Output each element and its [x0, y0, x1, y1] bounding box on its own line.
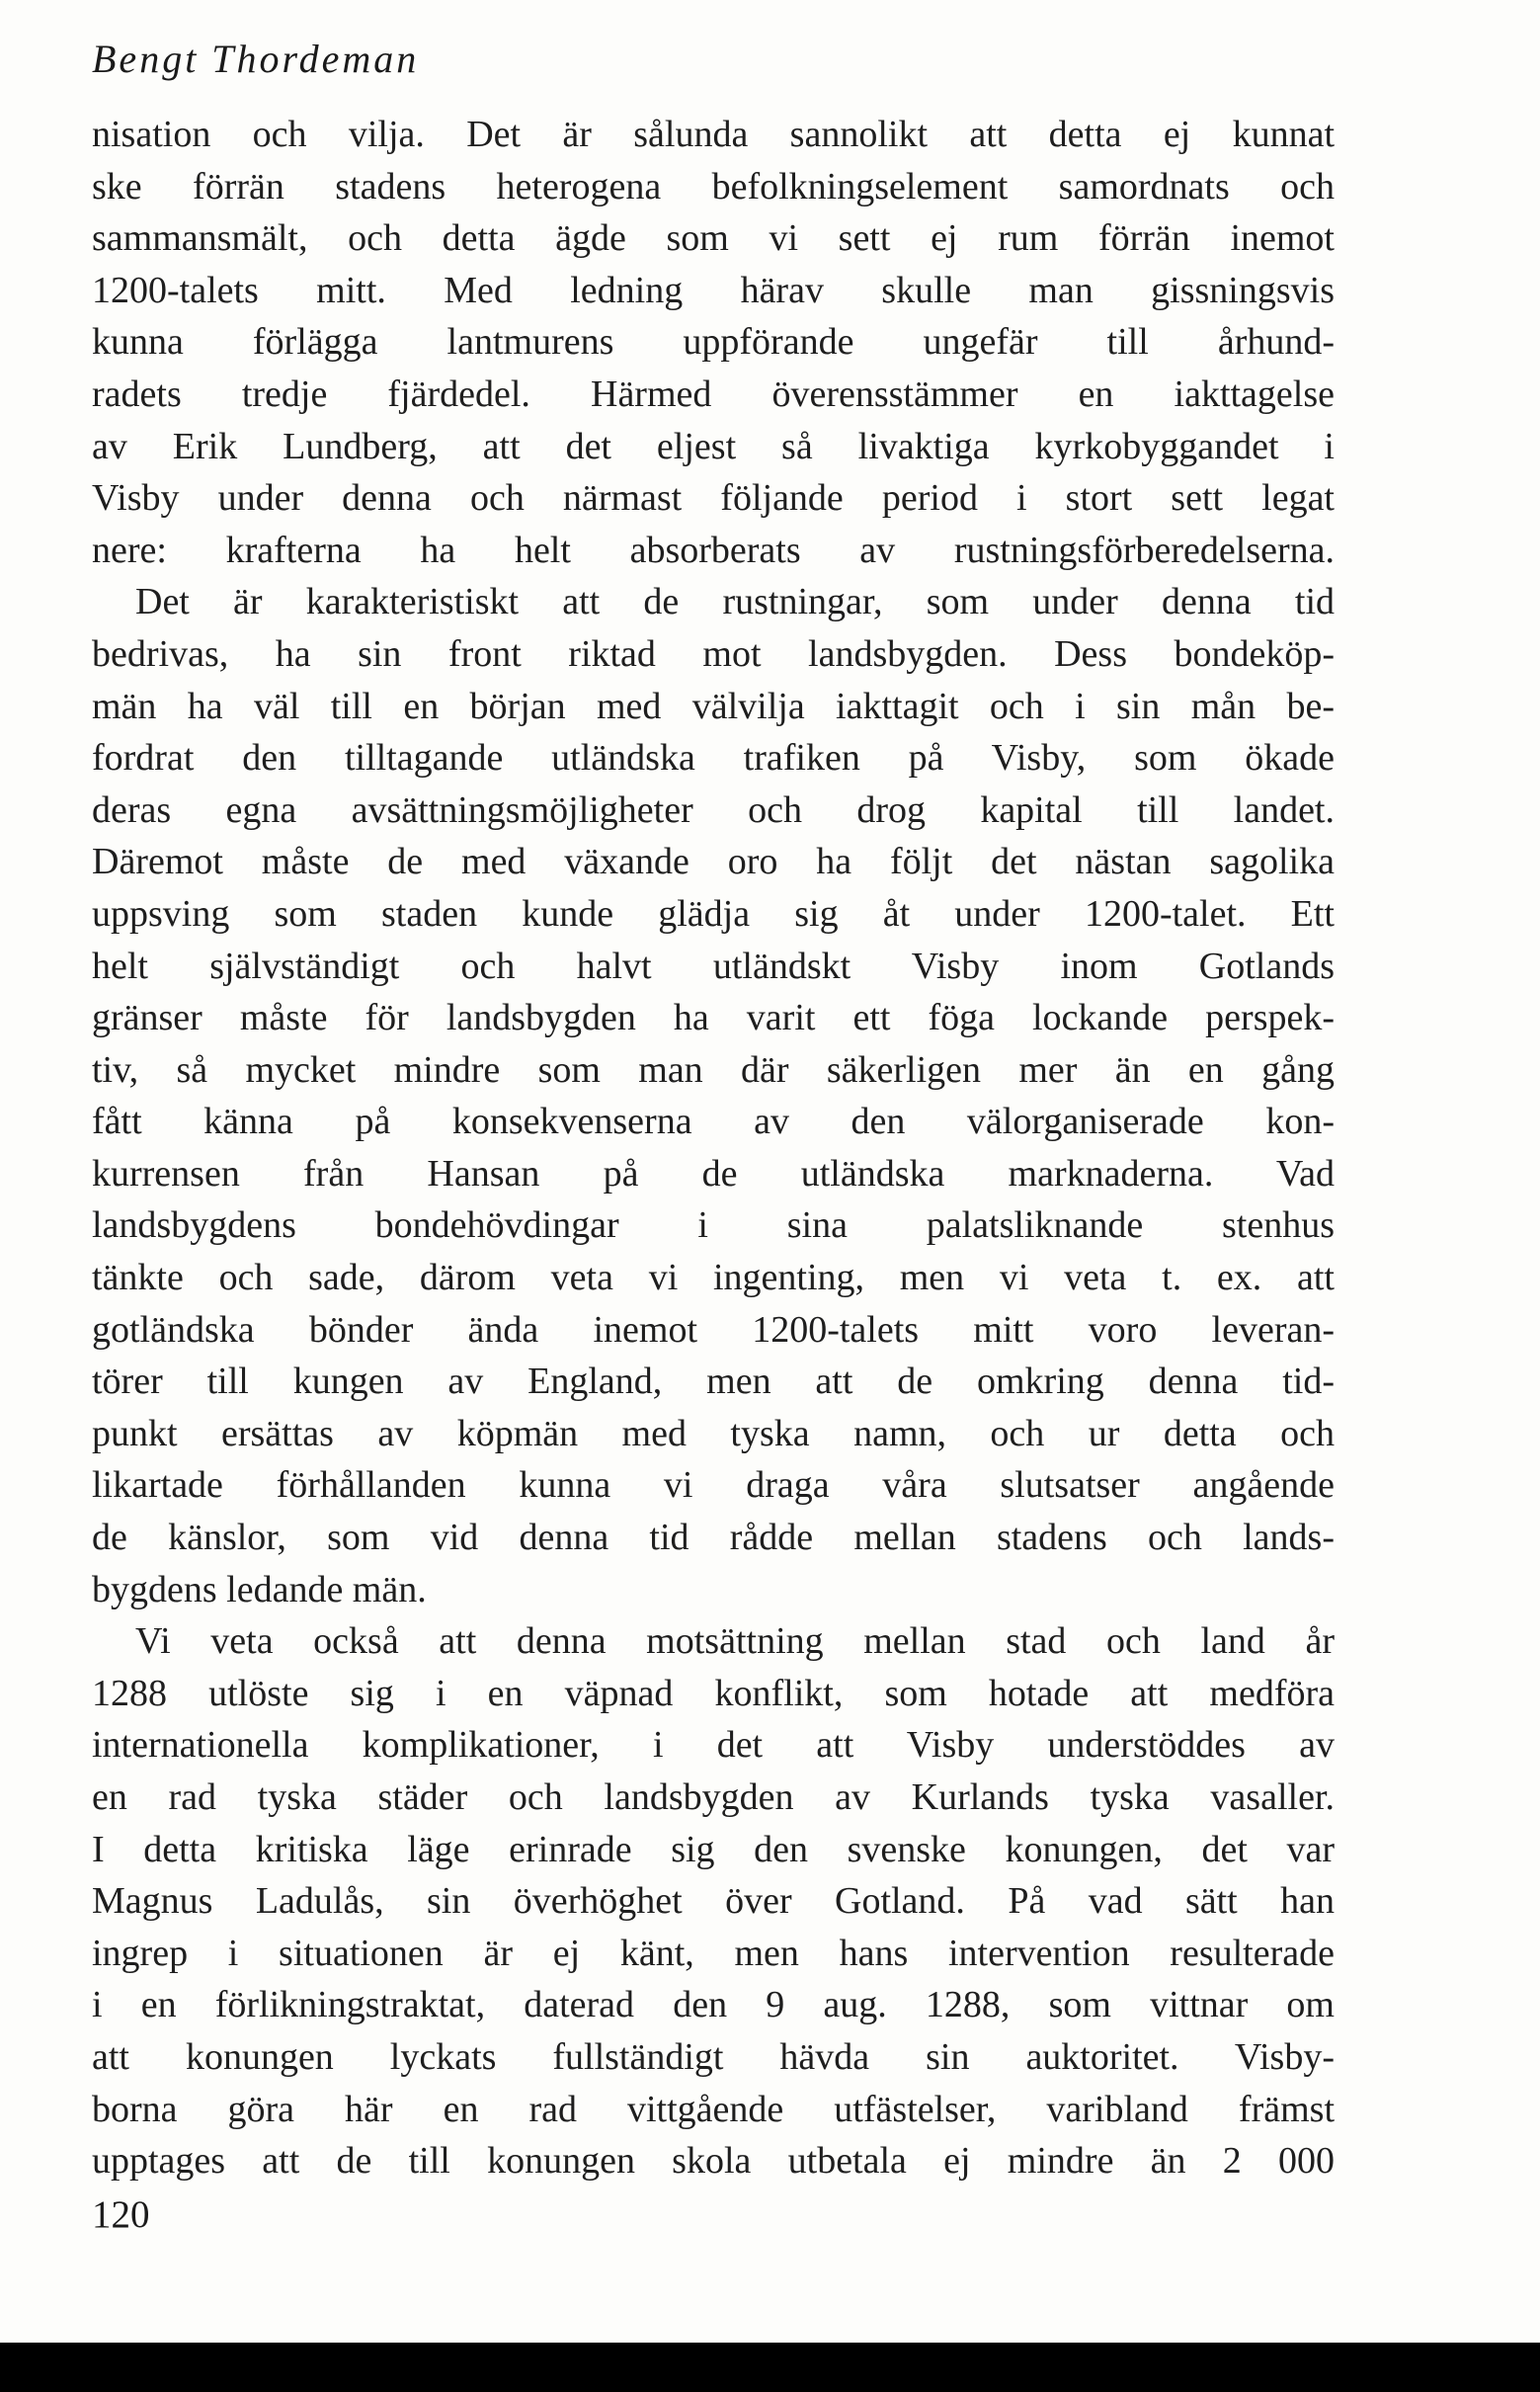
- text-line: tänkte och sade, därom veta vi ingenting, men vi veta t. ex. att: [92, 1257, 1335, 1299]
- text-line: I detta kritiska läge erinrade sig den svenske konungen, det var: [92, 1828, 1335, 1870]
- scan-border: [0, 2343, 1540, 2392]
- text-line: bedrivas, ha sin front riktad mot landsbygden. Dess bondeköp-: [92, 632, 1335, 675]
- text-line: törer till kungen av England, men att de omkring denna tid-: [92, 1361, 1335, 1403]
- text-line: ske förrän stadens heterogena befolkningselement samordnats och: [92, 165, 1335, 207]
- text-line: Magnus Ladulås, sin överhöghet över Gotland. På vad sätt han: [92, 1880, 1335, 1923]
- text-line: ingrep i situationen är ej känt, men hans intervention resulterade: [92, 1932, 1335, 1974]
- text-line: män ha väl till en början med välvilja iakttagit och i sin mån be-: [92, 685, 1335, 727]
- text-line: att konungen lyckats fullständigt hävda sin auktoritet. Visby-: [92, 2035, 1335, 2078]
- page-number: 120: [92, 2193, 150, 2236]
- text-line: nere: krafterna ha helt absorberats av rustningsförberedelserna.: [92, 529, 1335, 571]
- text-line: likartade förhållanden kunna vi draga våra slutsatser angående: [92, 1464, 1335, 1507]
- text-line: kunna förlägga lantmurens uppförande ungefär till århund-: [92, 321, 1335, 364]
- text-line: en rad tyska städer och landsbygden av Kurlands tyska vasaller.: [92, 1776, 1335, 1818]
- text-line: punkt ersättas av köpmän med tyska namn, och ur detta och: [92, 1412, 1335, 1454]
- text-line: fordrat den tilltagande utländska trafiken på Visby, som ökade: [92, 737, 1335, 780]
- text-line: deras egna avsättningsmöjligheter och drog kapital till landet.: [92, 788, 1335, 831]
- running-head: Bengt Thordeman: [92, 37, 420, 81]
- text-line: Vi veta också att denna motsättning mellan stad och land år: [135, 1620, 1335, 1663]
- text-line: radets tredje fjärdedel. Härmed överensstämmer en iakttagelse: [92, 372, 1335, 415]
- text-line: borna göra här en rad vittgående utfästelser, varibland främst: [92, 2088, 1335, 2130]
- text-line: gränser måste för landsbygden ha varit ett föga lockande perspek-: [92, 997, 1335, 1039]
- text-line: Det är karakteristiskt att de rustningar, som under denna tid: [135, 581, 1335, 623]
- body-text: [92, 109, 1335, 2187]
- text-line: Däremot måste de med växande oro ha följt det nästan sagolika: [92, 841, 1335, 883]
- text-line: de känslor, som vid denna tid rådde mellan stadens och lands-: [92, 1517, 1335, 1559]
- text-line: fått känna på konsekvenserna av den välorganiserade kon-: [92, 1101, 1335, 1143]
- text-line: nisation och vilja. Det är sålunda sannolikt att detta ej kunnat: [92, 114, 1335, 155]
- text-line: helt självständigt och halvt utländskt Visby inom Gotlands: [92, 945, 1335, 987]
- text-line: upptages att de till konungen skola utbetala ej mindre än 2 000: [92, 2140, 1335, 2183]
- text-line: i en förlikningstraktat, daterad den 9 aug. 1288, som vittnar om: [92, 1984, 1335, 2026]
- text-line: av Erik Lundberg, att det eljest så livaktiga kyrkobyggandet i: [92, 425, 1335, 467]
- text-line: 1200-talets mitt. Med ledning härav skulle man gissningsvis: [92, 269, 1335, 311]
- text-line: Visby under denna och närmast följande period i stort sett legat: [92, 477, 1335, 520]
- text-line: landsbygdens bondehövdingar i sina palatsliknande stenhus: [92, 1204, 1335, 1247]
- text-line: kurrensen från Hansan på de utländska marknaderna. Vad: [92, 1152, 1335, 1195]
- text-line: tiv, så mycket mindre som man där säkerligen mer än en gång: [92, 1048, 1335, 1091]
- text-line: gotländska bönder ända inemot 1200-talets mitt voro leveran-: [92, 1308, 1335, 1351]
- text-line: uppsving som staden kunde glädja sig åt under 1200-talet. Ett: [92, 892, 1335, 935]
- text-line: internationella komplikationer, i det att Visby understöddes av: [92, 1724, 1335, 1767]
- text-line: 1288 utlöste sig i en väpnad konflikt, som hotade att medföra: [92, 1672, 1335, 1714]
- text-line: bygdens ledande män.: [92, 1568, 427, 1610]
- text-line: sammansmält, och detta ägde som vi sett ej rum förrän inemot: [92, 217, 1335, 260]
